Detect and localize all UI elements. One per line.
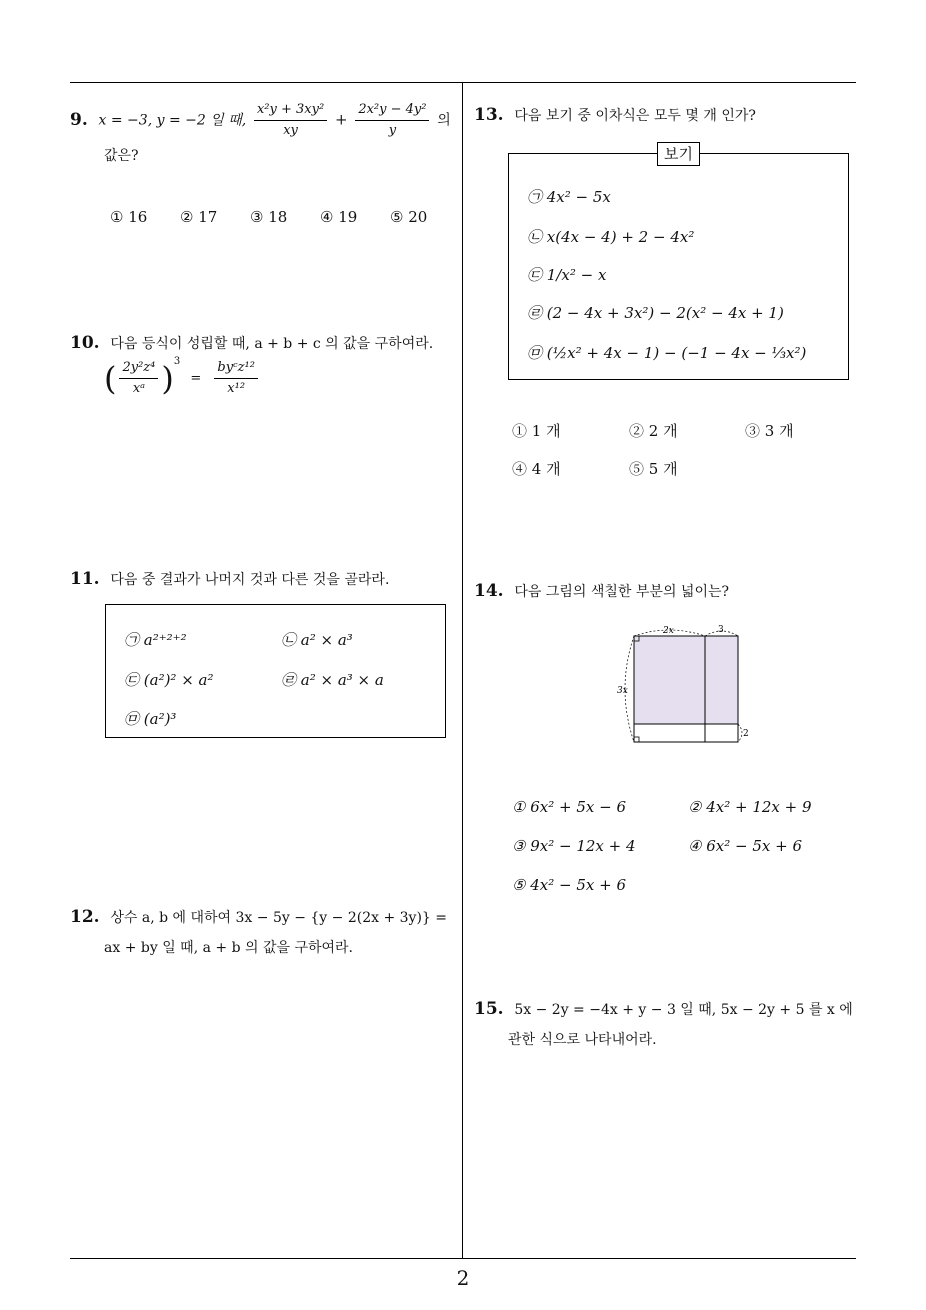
bogi-box xyxy=(508,145,849,380)
question-11 xyxy=(70,564,455,595)
left-paren: ( xyxy=(104,359,117,398)
question-number: 14. xyxy=(474,581,504,601)
fraction-1 xyxy=(254,100,327,141)
choice-2[interactable]: ② 4x² + 12x + 9 xyxy=(688,798,812,816)
question-14 xyxy=(474,576,854,607)
choice-1[interactable]: ① 1 개 xyxy=(512,422,561,440)
eq-right-denominator: x¹² xyxy=(227,381,246,396)
option-b[interactable]: ㉡ a² × a³ xyxy=(281,631,353,649)
choice-2[interactable]: ② 17 xyxy=(180,208,218,226)
area-figure xyxy=(612,620,752,750)
question-text: 다음 그림의 색칠한 부분의 넓이는? xyxy=(514,584,730,600)
bogi-item-3: ㉢ 1/x² − x xyxy=(527,266,607,284)
eq-left-fraction xyxy=(119,358,158,399)
fraction-numerator: x²y + 3xy² xyxy=(254,100,327,121)
choice-1[interactable]: ① 6x² + 5x − 6 xyxy=(512,798,626,816)
question-number: 12. xyxy=(70,907,100,927)
question-number: 9. xyxy=(70,109,88,130)
equation-q10 xyxy=(104,358,261,399)
question-text-suffix: 의 xyxy=(437,112,451,129)
question-13 xyxy=(474,100,854,131)
fraction-denominator: xy xyxy=(283,123,298,138)
option-c[interactable]: ㉢ (a²)² × a² xyxy=(124,671,214,689)
plus-sign: + xyxy=(334,110,348,129)
column-divider xyxy=(462,82,463,1258)
question-text: 다음 보기 중 이차식은 모두 몇 개 인가? xyxy=(514,108,756,124)
option-a[interactable]: ㉠ a²⁺²⁺² xyxy=(124,631,187,649)
choice-3[interactable]: ③ 9x² − 12x + 4 xyxy=(512,837,636,855)
eq-left-numerator: 2y²z⁴ xyxy=(119,358,158,379)
shaded-region xyxy=(634,636,738,724)
bottom-rule xyxy=(70,1258,856,1259)
eq-exponent: 3 xyxy=(173,356,181,367)
question-text: 다음 등식이 성립할 때, a + b + c 의 값을 구하여라. xyxy=(110,336,434,352)
choices-q13 xyxy=(512,420,852,480)
fraction-numerator: 2x²y − 4y² xyxy=(355,100,429,121)
question-text-continued: 관한 식으로 나타내어라. xyxy=(508,1032,657,1048)
question-15 xyxy=(474,994,860,1055)
question-text: x = −3, y = −2 일 때, xyxy=(98,112,247,129)
question-number: 13. xyxy=(474,105,504,125)
choice-1[interactable]: ① 16 xyxy=(110,208,148,226)
bogi-item-2: ㉡ x(4x − 4) + 2 − 4x² xyxy=(527,228,695,246)
choices-q14 xyxy=(512,798,852,898)
right-angle-marker-bottom xyxy=(634,737,639,742)
top-rule xyxy=(70,82,856,83)
question-text: 5x − 2y = −4x + y − 3 일 때, 5x − 2y + 5 를 x 에 xyxy=(514,1002,853,1018)
bogi-label: 보기 xyxy=(657,142,700,166)
bogi-item-4: ㉣ (2 − 4x + 3x²) − 2(x² − 4x + 1) xyxy=(527,304,784,322)
bogi-item-1: ㉠ 4x² − 5x xyxy=(527,188,611,206)
label-top-right: 3 xyxy=(718,625,724,635)
option-d[interactable]: ㉣ a² × a³ × a xyxy=(281,671,384,689)
question-12 xyxy=(70,902,460,963)
option-e[interactable]: ㉤ (a²)³ xyxy=(124,710,177,728)
choice-2[interactable]: ② 2 개 xyxy=(629,422,678,440)
label-right: 2 xyxy=(743,729,749,739)
choice-5[interactable]: ⑤ 5 개 xyxy=(629,460,678,478)
choice-4[interactable]: ④ 4 개 xyxy=(512,460,561,478)
question-text: 상수 a, b 에 대하여 3x − 5y − {y − 2(2x + 3y)} = xyxy=(110,910,448,926)
bogi-item-5: ㉤ (½x² + 4x − 1) − (−1 − 4x − ⅓x²) xyxy=(527,344,807,362)
question-text-continued: 값은? xyxy=(104,148,139,164)
question-text-continued: ax + by 일 때, a + b 의 값을 구하여라. xyxy=(104,940,354,956)
choice-4[interactable]: ④ 19 xyxy=(320,208,358,226)
choices-q9 xyxy=(110,208,455,228)
question-number: 10. xyxy=(70,333,100,353)
fraction-denominator: y xyxy=(388,123,397,138)
choice-3[interactable]: ③ 18 xyxy=(250,208,288,226)
right-paren: ) xyxy=(161,359,174,398)
label-top-left: 2x xyxy=(663,626,674,636)
eq-equals: = xyxy=(190,371,202,386)
choice-3[interactable]: ③ 3 개 xyxy=(745,422,794,440)
eq-right-numerator: byᶜz¹² xyxy=(214,358,258,379)
dimension-arc-right xyxy=(738,724,742,742)
question-number: 11. xyxy=(70,569,100,589)
question-9 xyxy=(70,100,455,171)
fraction-2 xyxy=(355,100,429,141)
choice-4[interactable]: ④ 6x² − 5x + 6 xyxy=(688,837,802,855)
q11-options-box xyxy=(105,604,446,738)
question-10 xyxy=(70,328,455,359)
question-text: 다음 중 결과가 나머지 것과 다른 것을 골라라. xyxy=(110,572,390,588)
eq-left-denominator: xᵃ xyxy=(132,381,146,396)
choice-5[interactable]: ⑤ 4x² − 5x + 6 xyxy=(512,876,626,894)
question-number: 15. xyxy=(474,999,504,1019)
eq-right-fraction xyxy=(214,358,258,399)
label-left: 3x xyxy=(617,686,628,696)
page-number: 2 xyxy=(456,1266,470,1290)
choice-5[interactable]: ⑤ 20 xyxy=(390,208,428,226)
